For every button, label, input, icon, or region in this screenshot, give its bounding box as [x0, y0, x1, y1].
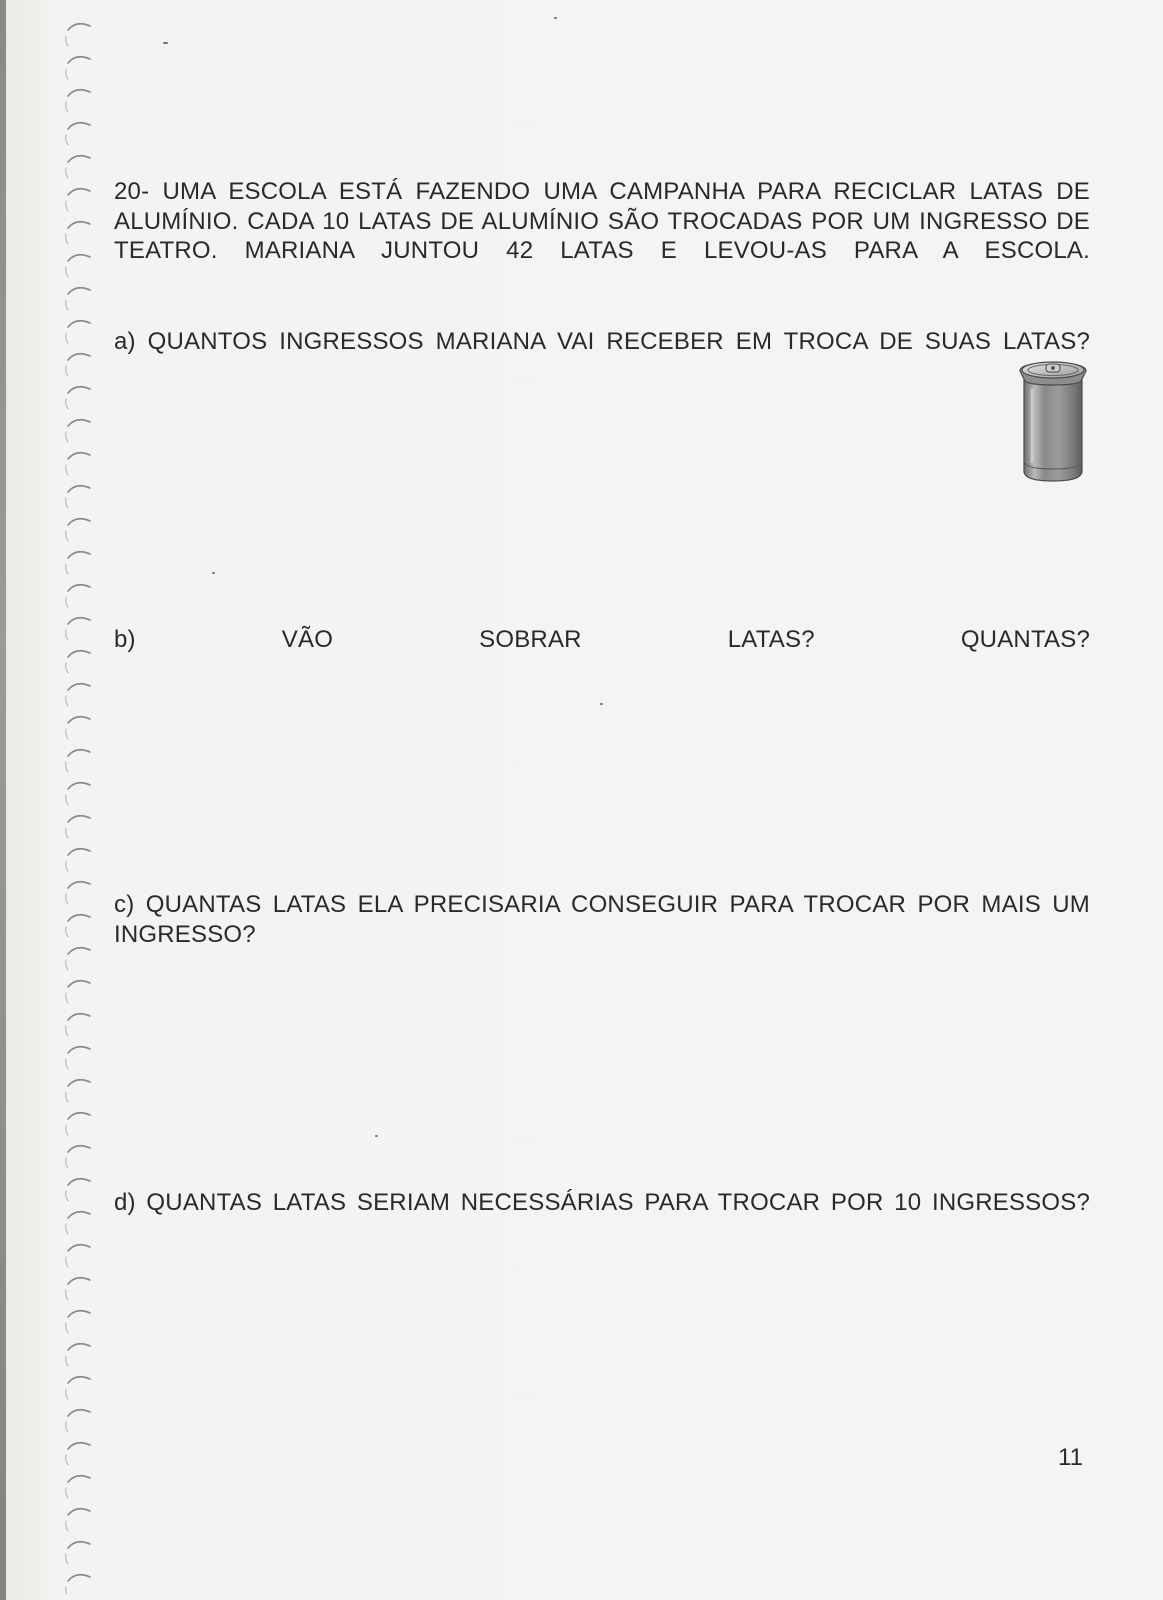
spiral-ring-shadow [66, 1587, 68, 1594]
spiral-ring-shadow [66, 300, 68, 310]
spiral-ring-shadow [66, 333, 68, 343]
spiral-ring [68, 783, 90, 789]
spiral-ring [68, 1377, 90, 1383]
spiral-ring [68, 519, 90, 525]
spiral-ring [68, 189, 90, 195]
spiral-ring-shadow [66, 531, 68, 541]
spiral-ring-shadow [66, 1026, 68, 1036]
scan-speck [212, 572, 215, 574]
spiral-ring [68, 1212, 90, 1218]
spiral-ring-shadow [66, 267, 68, 277]
spiral-ring-shadow [66, 1422, 68, 1432]
spiral-ring-shadow [66, 498, 68, 508]
spiral-ring-shadow [66, 1059, 68, 1069]
spiral-ring [68, 717, 90, 723]
scan-speck [554, 17, 557, 19]
page-number: 11 [1058, 1444, 1083, 1471]
spiral-ring [68, 1509, 90, 1515]
spiral-ring-shadow [66, 696, 68, 706]
spiral-ring [68, 222, 90, 228]
spiral-ring-shadow [66, 168, 68, 178]
spiral-ring [68, 1179, 90, 1185]
spiral-ring-shadow [66, 1125, 68, 1135]
spiral-ring [68, 750, 90, 756]
spiral-ring [68, 420, 90, 426]
scan-speck [600, 703, 603, 705]
spiral-ring [68, 57, 90, 63]
spiral-ring-shadow [66, 729, 68, 739]
spiral-ring [68, 1311, 90, 1317]
spiral-ring-shadow [66, 1356, 68, 1366]
spiral-ring [68, 354, 90, 360]
spiral-ring-shadow [66, 102, 68, 112]
spiral-ring-shadow [66, 597, 68, 607]
spiral-ring-shadow [66, 1257, 68, 1267]
spiral-ring [68, 1047, 90, 1053]
spiral-ring-shadow [66, 828, 68, 838]
spiral-ring [68, 156, 90, 162]
spiral-ring [68, 90, 90, 96]
spiral-ring-shadow [66, 36, 68, 46]
spiral-ring [68, 948, 90, 954]
spiral-ring-shadow [66, 564, 68, 574]
spiral-ring [68, 1575, 90, 1581]
spiral-ring [68, 486, 90, 492]
spiral-ring [68, 1014, 90, 1020]
spiral-ring [68, 123, 90, 129]
spiral-ring [68, 684, 90, 690]
spiral-ring [68, 981, 90, 987]
spiral-ring [68, 915, 90, 921]
spiral-ring-shadow [66, 1158, 68, 1168]
spiral-ring [68, 24, 90, 30]
spiral-ring [68, 1344, 90, 1350]
scan-speck [163, 42, 168, 44]
spiral-ring [68, 849, 90, 855]
spiral-ring-shadow [66, 795, 68, 805]
spiral-ring-shadow [66, 465, 68, 475]
spiral-ring [68, 1278, 90, 1284]
spiral-ring-shadow [66, 1323, 68, 1333]
sub-question-a: a) QUANTOS INGRESSOS MARIANA VAI RECEBER EM TROCA DE SUAS LATAS? [114, 328, 1090, 355]
spiral-ring [68, 321, 90, 327]
spiral-ring [68, 1080, 90, 1086]
spiral-ring [68, 1245, 90, 1251]
spiral-ring [68, 1146, 90, 1152]
spiral-ring-shadow [66, 1191, 68, 1201]
spiral-ring-shadow [66, 1521, 68, 1531]
spiral-ring-shadow [66, 135, 68, 145]
spiral-ring-shadow [66, 366, 68, 376]
spiral-ring [68, 1113, 90, 1119]
spiral-ring [68, 1443, 90, 1449]
spiral-ring-shadow [66, 894, 68, 904]
spiral-ring [68, 651, 90, 657]
spiral-ring [68, 453, 90, 459]
sub-question-d: d) QUANTAS LATAS SERIAM NECESSÁRIAS PARA TROCAR POR 10 INGRESSOS? [114, 1189, 1090, 1216]
spiral-ring-shadow [66, 663, 68, 673]
spiral-ring-shadow [66, 1389, 68, 1399]
spiral-ring [68, 618, 90, 624]
spiral-ring-shadow [66, 960, 68, 970]
spiral-ring-shadow [66, 861, 68, 871]
spiral-ring [68, 882, 90, 888]
spiral-ring-shadow [66, 762, 68, 772]
page-edge-shadow [0, 0, 6, 1600]
spiral-ring-shadow [66, 1224, 68, 1234]
spiral-ring-shadow [66, 1455, 68, 1465]
sub-question-b: b) VÃO SOBRAR LATAS? QUANTAS? [114, 626, 1090, 653]
spiral-ring-shadow [66, 1554, 68, 1564]
spiral-ring-shadow [66, 201, 68, 211]
scan-speck [375, 1135, 378, 1137]
spiral-binding-icon [62, 14, 102, 1594]
aluminum-can-icon [1018, 355, 1088, 485]
spiral-ring [68, 585, 90, 591]
spiral-ring [68, 1542, 90, 1548]
spiral-ring-shadow [66, 630, 68, 640]
spiral-ring-shadow [66, 1290, 68, 1300]
spiral-ring-shadow [66, 234, 68, 244]
question-20-statement: 20- UMA ESCOLA ESTÁ FAZENDO UMA CAMPANHA PARA RECICLAR LATAS DE ALUMÍNIO. CADA 10 LATAS DE ALUMÍNIO SÃO TROCADAS POR UM INGRESSO DE TEATRO. MARIANA JUNTOU 42 LATAS E LEVOU-AS PARA A ESCOLA. [114, 178, 1090, 264]
sub-question-c: c) QUANTAS LATAS ELA PRECISARIA CONSEGUIR PARA TROCAR POR MAIS UM INGRESSO? [114, 891, 1090, 948]
spiral-ring [68, 387, 90, 393]
spiral-ring-shadow [66, 69, 68, 79]
spiral-ring [68, 255, 90, 261]
spiral-ring-shadow [66, 399, 68, 409]
spiral-ring [68, 816, 90, 822]
spiral-ring [68, 1476, 90, 1482]
spiral-ring-shadow [66, 993, 68, 1003]
spiral-ring-shadow [66, 432, 68, 442]
spiral-ring [68, 288, 90, 294]
spiral-ring [68, 1410, 90, 1416]
spiral-ring-shadow [66, 1092, 68, 1102]
spiral-ring [68, 552, 90, 558]
spiral-ring-shadow [66, 1488, 68, 1498]
spiral-ring-shadow [66, 927, 68, 937]
